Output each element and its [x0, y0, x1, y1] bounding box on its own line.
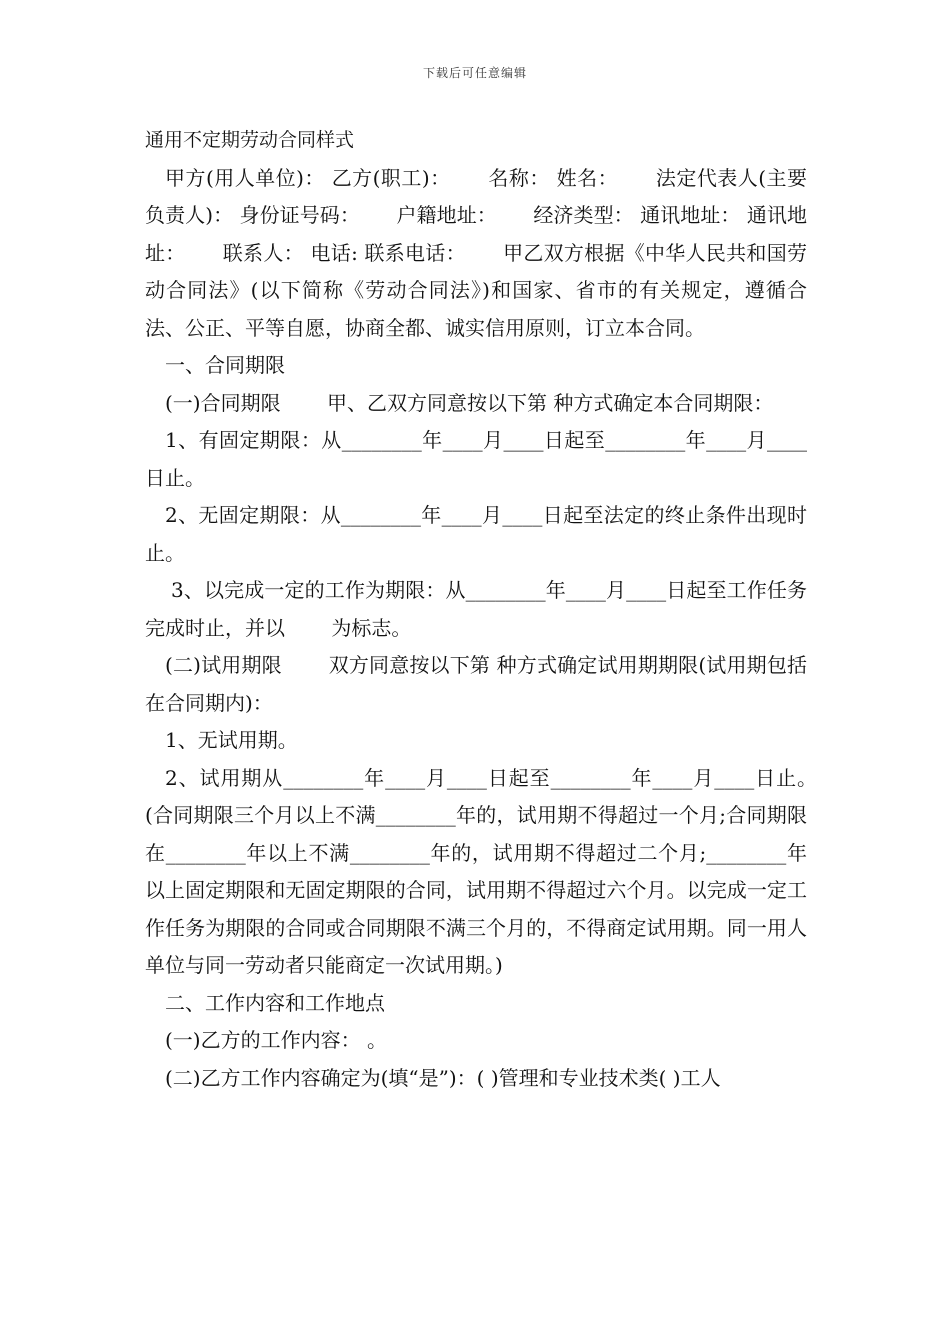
- paragraph-contract-term: (一)合同期限 甲、乙双方同意按以下第 种方式确定本合同期限：: [165, 390, 774, 415]
- document-title: 通用不定期劳动合同样式: [145, 129, 355, 151]
- paragraph-probation-term: (二)试用期限 双方同意按以下第 种方式确定试用期期限(试用期包括在合同期内)：: [145, 653, 807, 715]
- section-heading-contract-term: 一、合同期限: [165, 353, 285, 377]
- paragraph-fixed-term: 1、有固定期限：从________年____月____日起至________年____月____日止。: [145, 428, 807, 490]
- paragraph-unfixed-term: 2、无固定期限：从________年____月____日起至法定的终止条件出现时止。: [145, 503, 807, 565]
- paragraph-task-term: 3、以完成一定的工作为期限：从________年____月____日起至工作任务完成时止，并以 为标志。: [145, 578, 807, 640]
- section-heading-work-content: 二、工作内容和工作地点: [165, 990, 385, 1015]
- paragraph-no-probation: 1、无试用期。: [165, 728, 298, 752]
- page-header-note: 下载后可任意编辑: [422, 66, 527, 80]
- paragraph-probation-period: 2、试用期从________年____月____日起至________年____月____日止。 (合同期限三个月以上不满________年的，试用期不得超过一个月;合同期限在________年以上不满________年的，试用期不得超过二个月;________年以上固定期限和无固定期限的合同，试用期不得超过六个月。以完成一定工作任务为期限的合同或合同期限不满三个月的，不得商定试用期。同一用人单位与同一劳动者只能商定一次试用期。): [145, 765, 854, 977]
- document-body: [145, 122, 854, 1097]
- paragraph-work-content: (一)乙方的工作内容： 。: [165, 1028, 387, 1052]
- paragraph-work-type: (二)乙方工作内容确定为(填“是”)：( )管理和专业技术类( )工人: [165, 1065, 721, 1090]
- paragraph-parties: 甲方(用人单位)： 乙方(职工)： 名称： 姓名： 法定代表人(主要负责人)： 身份证号码： 户籍地址： 经济类型： 通讯地址： 通讯地址： 联系人： 电话: 联系电话： 甲乙双方根据《中华人民共和国劳动合同法》(以下简称《劳动合同法》)和国家、省市的有关规定，遵循合法、公正、平等自愿，协商全都、诚实信用原则，订立本合同。: [145, 165, 807, 340]
